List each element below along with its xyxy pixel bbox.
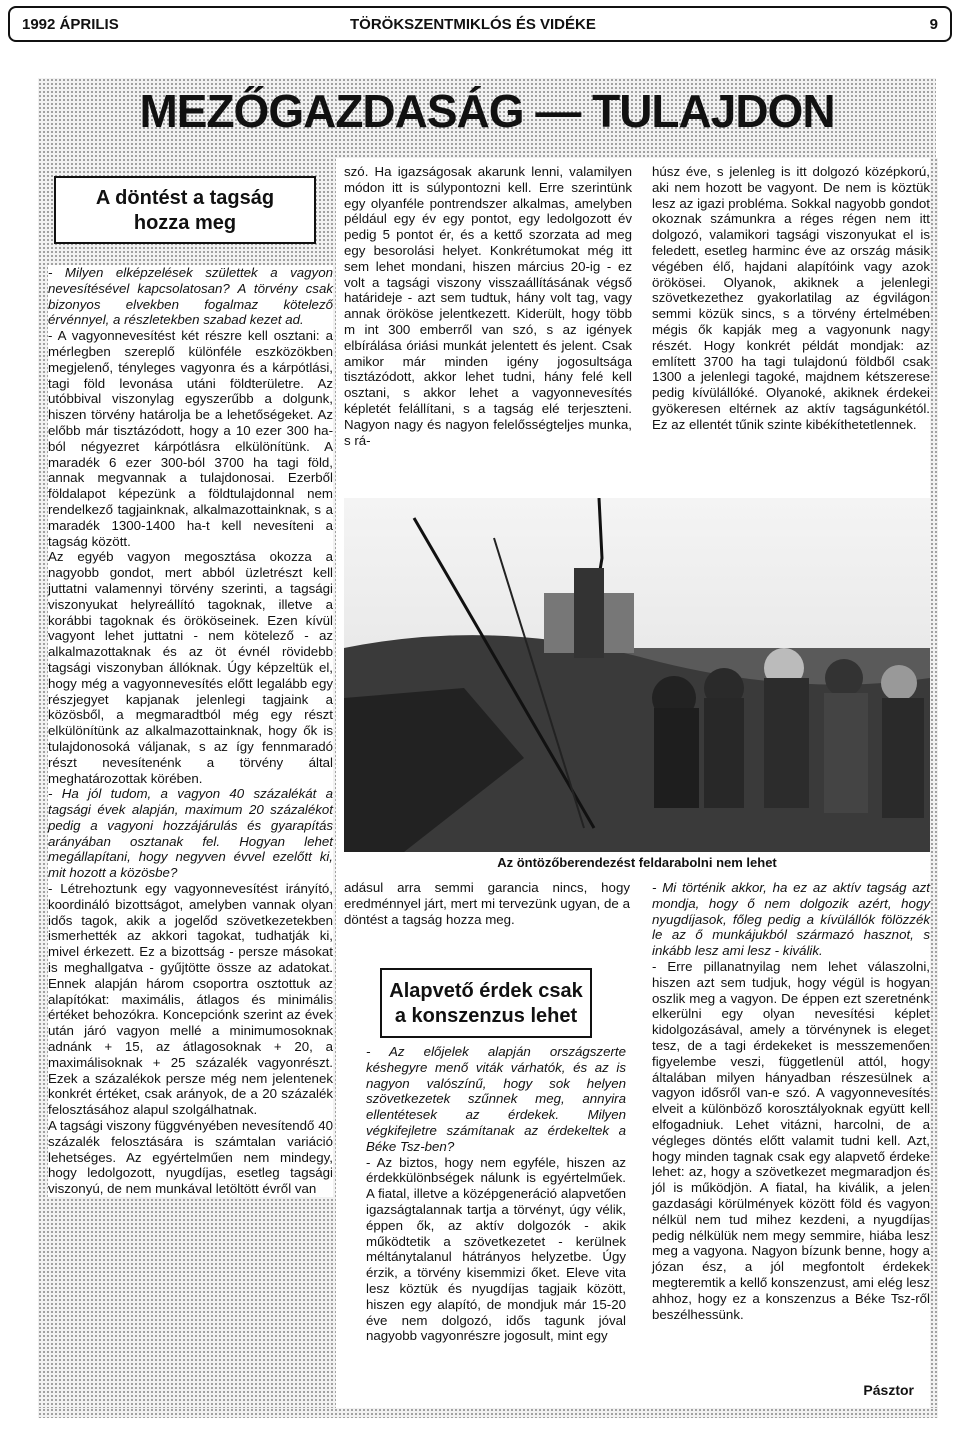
paragraph: - Mi történik akkor, ha ez az aktív tagság azt mondja, hogy ő nem dolgozik azért, hogy nyugdíjasok, főleg pedig a kívülállók fölözzék le az ő munkájukból származó hasznot, s inkább lesz ami lesz - kiválik. <box>652 880 930 959</box>
paragraph: - Ha jól tudom, a vagyon 40 százalékát a tagsági évek alapján, maximum 20 százalékot pedig a vagyoni hozzájárulás és gyarapítás arányában osztanak fel. Hogyan lehet megállapítani, hogy negyven évvel ezelőtt ki, mit hozott a közösbe? <box>48 786 333 881</box>
article-column-2-lower <box>366 1044 626 1344</box>
photo-image <box>344 498 930 852</box>
irrigation-photo <box>344 498 930 852</box>
headline-line-1: A döntést a tagság <box>95 187 275 209</box>
bottom-border-strip <box>38 1408 938 1418</box>
paragraph: adásul arra semmi garancia nincs, hogy eredménnyel járt, mert mi tervezünk ugyan, de a döntést a tagság hozza meg. <box>344 880 630 927</box>
author-signature: Pásztor <box>863 1382 914 1398</box>
subheadline-line-2: a konszenzus lehet <box>394 1005 578 1027</box>
paragraph: - Erre pillanatnyilag nem lehet válaszolni, hiszen azt sem tudjuk, hogy végül is hogyan oszlik meg a vagyon. De éppen ezt szeretnénk elkerülni egy olyan nevesítési képlet kidolgozásával, amely a törvénynek is eleget tesz, de a tagi érdekeket is messzemenően figyelembe veszi, függetlenül attól, hogy általában milyen hányadban részesülnek a vagyon idősről van-e szó. A vagyonnevesítés elveit a különböző korosztályoknak együtt kell elfogadniuk. Lehet vitázni, harcolni, de a végleges döntés előtt valamit tudni kell. Azt, hogy minden tagnak csak egy alapvető érdeke lehet: az, hogy a szövetkezet megmaradjon és jól is működjön. A fiatal, ha kiválik, a jelen gazdasági körülmények között föld és vagyon nélkül nem tud mihez kezdeni, a nyugdíjas pedig nélkülük nem megy semmire, hiába lesz meg a vagyona. Nagyon bízunk benne, hogy a józan ész, a jól megfontolt érdekek megteremtik a kellő konszenzust, ami elég lesz ahhoz, hogy ez a konszenzus a Béke Tsz-ről beszélhessünk. <box>652 958 930 1322</box>
article-column-3-top <box>652 164 930 433</box>
page-header <box>8 6 952 42</box>
headline-box <box>54 176 316 244</box>
section-title: MEZŐGAZDASÁG — TULAJDON <box>139 85 835 137</box>
photo-caption: Az öntözőberendezést feldarabolni nem lehet <box>497 855 777 870</box>
article-column-1 <box>48 265 333 1197</box>
right-border-strip <box>930 158 938 1416</box>
article-column-2-top <box>344 164 632 448</box>
paragraph: - Az biztos, hogy nem egyféle, hiszen az érdekkülönbségek nálunk is egyértelműek. A fiatal, illetve a középgeneráció alapvetően igazságtalannak tartja a törvényt, úgy vélik, éppen ők, az aktív dolgozók - akik működtetik a szövetkezetet - kerülnek méltánytalanul hátrányos helyzetbe. Úgy érzik, a törvény kisemmizi őket. Eleve vita lesz köztük és nyugdíjas tagjaik között, hiszen egy alapító, de mondjuk már 15-20 éve nem dolgozó, idős tagunk jóval nagyobb vagyonrészre jogosult, mint egy <box>366 1154 626 1344</box>
header-date: 1992 ÁPRILIS <box>22 16 119 33</box>
header-paper-title: TÖRÖKSZENTMIKLÓS ÉS VIDÉKE <box>350 16 596 33</box>
subheadline-line-1: Alapvető érdek csak <box>389 980 583 1002</box>
paragraph: - Az előjelek alapján országszerte késhegyre menő viták várhatók, és az is nagyon valószínű, hogy sok helyen szövetkezetek szűnnek meg, annyira ellentétesek az érdekek. Milyen végkifejletre számítanak az érdekeltek a Béke Tsz-ben? <box>366 1044 626 1154</box>
paragraph: A tagsági viszony függvényében nevesítendő 40 százalék felosztására is számtalan variáció lehetséges. Az egyértelműen nem mindegy, hogy ledolgozott, nyugdíjas, esetleg tagsági viszonyú, de nem munkával letöltött évről van <box>48 1118 333 1197</box>
header-page-number: 9 <box>929 16 938 33</box>
paragraph: húsz éve, s jelenleg is itt dolgozó középkorú, aki nem hozott be vagyont. De nem is köztük lesz az igazi probléma. Sokkal nagyobb gondot okoznak számunkra a réges régen nem itt dolgozó, valamikori tagsági viszonyukat el is feledett, esetleg harminc éve az ország másik végében élő, hajdani alapítóink vagy azok örökösei. Olyanok, akiknek a jelenlegi szövetkezethez gyakorlatilag az égvilágon semmi közük sincs, s a törvény értelmében mégis ők kapják meg a vagyonunk nagy részét. Hogy konkrét példát mondjak: az említett 3700 ha tagi tulajdonú földből csak 1300 a jelenlegi tagoké, majdnem kétszerese pedig kívülállóké. Olyanoké, akiknek érdekei gyökeresen eltérnek az aktív tagságunkétól. Ez az ellentét tűnik szinte kibékíthetetlennek. <box>652 164 930 432</box>
paragraph: - Milyen elképzelések születtek a vagyon nevesítésével kapcsolatosan? A törvény csak bizonyos elvekben fogalmaz kötelező érvénnyel, a részletekben szabad kezet ad. <box>48 265 333 328</box>
paragraph: szó. Ha igazságosak akarunk lenni, valamilyen módon itt is súlypontozni kell. Erre szerintünk egy olyanféle pontrendszer alkalmas, amelyben például egy év egy pontot, egy ledolgozott év pedig 5 pontot ér, és a kettő szorzata ad meg egy besorolási helyet. Konkrétumokat még itt sem lehet mondani, hiszen március 20-ig - ez volt a tagsági viszony visszaállításának végső határideje - azt sem tudtuk, hány volt tag, vagy annak örököse jelentkezett. Kiderült, hogy több m int 300 emberről van szó, s az igények elbírálása óriási munkát jelentett és jelent. Csak amikor már minden igény jogosultsága tisztázódott, akkor lehet tudni, hány felé kell osztani, s akkor lehet a vagyonnevesítés képletét felállítani, s a tagság elé terjeszteni. Nagyon nagy és nagyon felelősségteljes munka, s rá- <box>344 164 632 448</box>
headline-line-2: hozza meg <box>133 212 237 234</box>
subheadline-box <box>380 968 592 1038</box>
paragraph: - A vagyonnevesítést két részre kell osztani: a mérlegben szereplő különféle eszközökben megjelenő, tényleges vagyonra és a kárpótlási, tagi föld levonása utáni földterületre. Az utóbbival viszonylag egyszerűbb a dolgunk, hiszen törvény határolja be a lehetőségeket. Az előbb már tisztázódott, hogy a 10 ezer 300 ha-ból négyezret kárpótlásra elkülönítünk. A maradék 6 ezer 300-ból 3700 ha tagi föld, annak megvannak a tulajdonosai. Ezerből földalapot képezünk a földtulajdonnal nem rendelkező tagjainknak, alkalmazottainknak, s a maradék 1300-1400 ha-t kell nevesíteni a tagság között. <box>48 328 333 549</box>
article-column-2-bottom <box>344 880 630 927</box>
paragraph: Az egyéb vagyon megosztása okozza a nagyobb gondot, mert abból üzletrészt kell juttatni valamennyi törvény szerinti, a tagsági viszonyukat helyreállító tagoknak, illetve a korábbi tagoknak és örököseinek. Ezen kívül vagyont lehet juttatni - nem kötelező - az alkalmazottaknak és az öt évnél rövidebb tagsági viszonyban állóknak. Úgy képzeltük el, hogy még a vagyonnevesítés előtt legalább egy részjegyet kapjanak jelenlegi tagjaink a közösből, a megmaradtból még egy részt elkülönítünk az alkalmazottainknak, hogy ők is tulajdonosoká váljanak, s az így fennmaradó részt nevesítenénk a törvény által meghatározottak körében. <box>48 549 333 786</box>
section-banner <box>38 78 936 158</box>
article-column-3-bottom <box>652 880 930 1322</box>
paragraph: - Létrehoztunk egy vagyonnevesítést irányító, koordináló bizottságot, amelyben vannak olyan idős tagok, akik a jogelőd szövetkezetekben ismerhették az akkori tagokat, tudhatják ki, mivel érkezett. Ez a bizottság - persze másokat is meghallgatva - gyűjtötte össze az adatokat. Ennek alapján három csoportra osztottuk az alapítókat: maximális, átlagos és minimális értéket behozókra. Koncepciónk szerint az évek után járó vagyon mellé a minimumosoknak adnánk + 15, az átlagosoknak + 20, a maximálisoknak + 25 százalék vagyonrészt. Ezek a százalékok persze még nem jelentenek konkrét értéket, csak arányok, de a 20 százalék felosztásához alapul szolgálhatnak. <box>48 881 333 1118</box>
